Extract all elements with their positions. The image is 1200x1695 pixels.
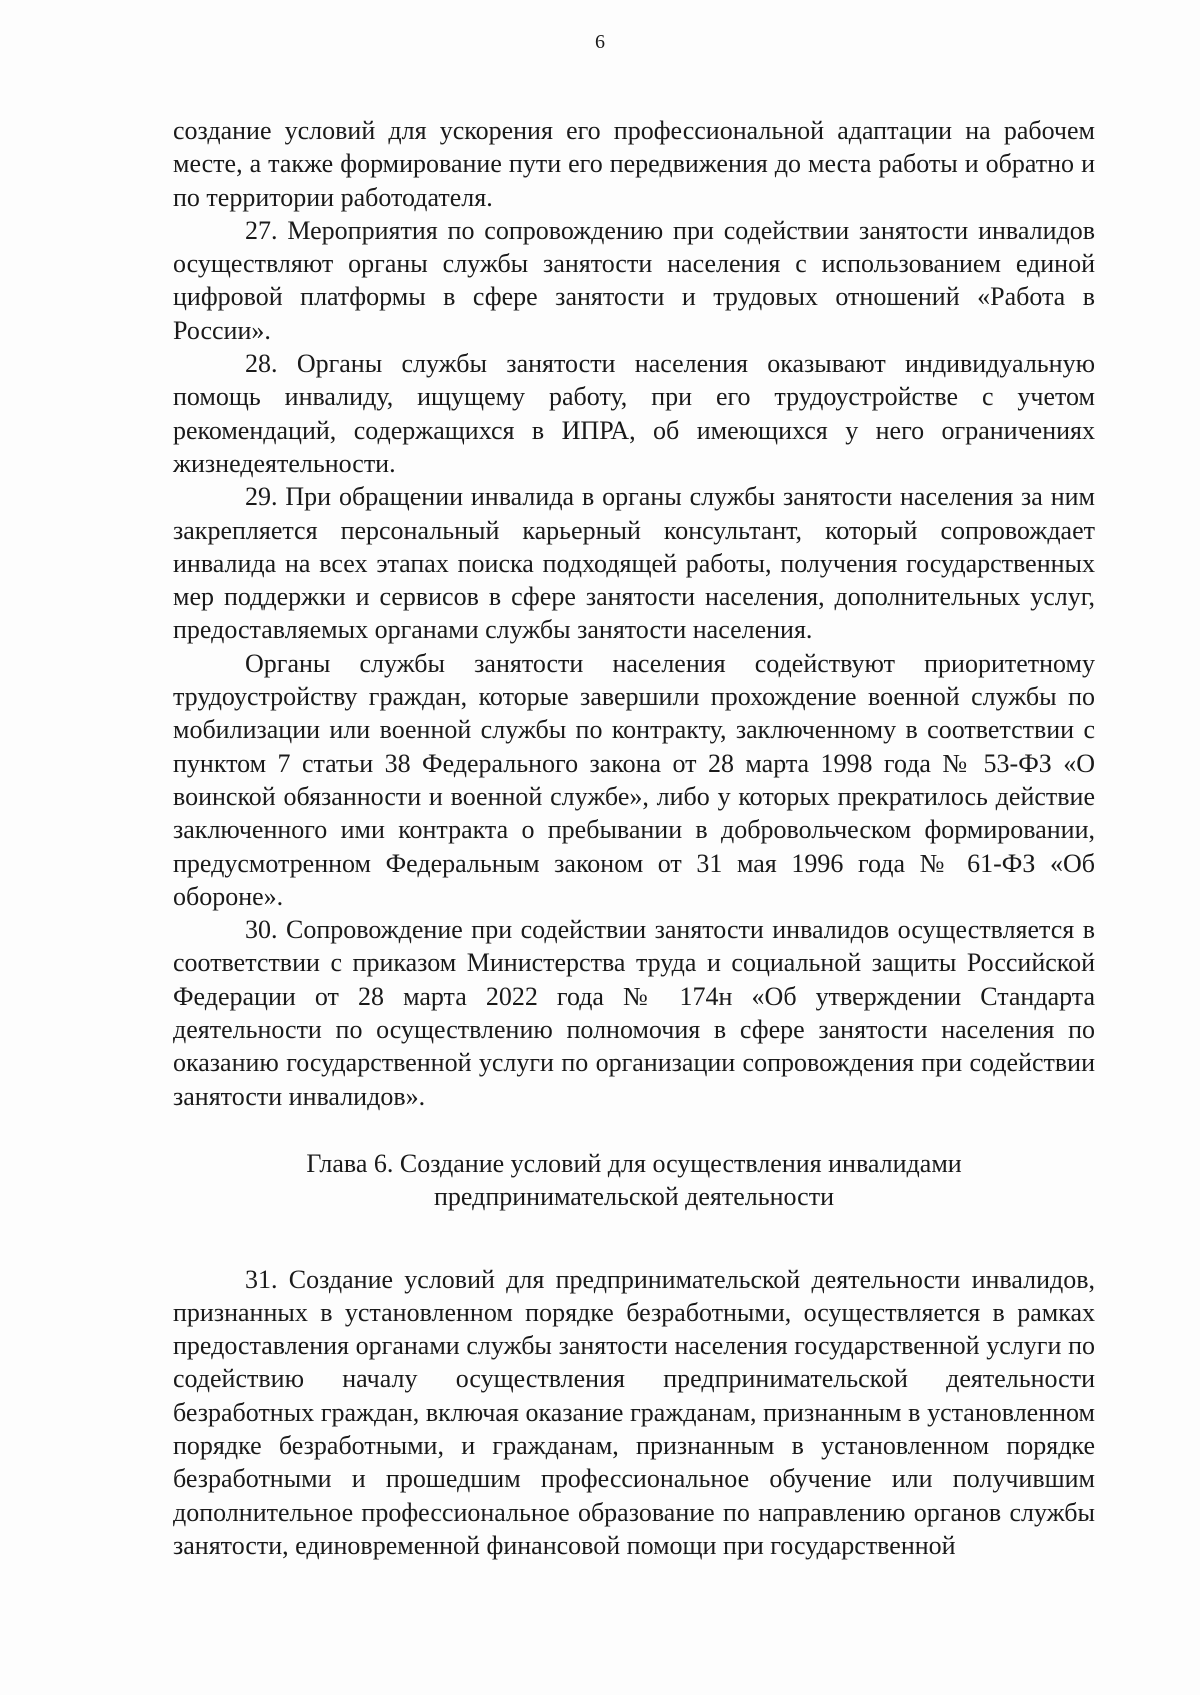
chapter-heading-line-2: предпринимательской деятельности — [434, 1182, 834, 1212]
paragraph-31: 31. Создание условий для предпринимательской деятельности инвалидов, признанных в установленном порядке безработными, осуществляется в рамках предоставления органами службы занятости населения государственной услуги по содействию началу осуществления предпринимательской деятельности безработных граждан, включая оказание гражданам, признанным в установленном порядке безработными, и гражданам, признанным в установленном порядке безработными и прошедшим профессиональное обучение или получившим дополнительное профессиональное образование по направлению органов службы занятости, единовременной финансовой помощи при государственной — [173, 1264, 1095, 1560]
paragraph: создание условий для ускорения его профессиональной адаптации на рабочем месте, а также формирование пути его передвижения до места работы и обратно и по территории работодателя. — [173, 116, 1095, 212]
document-body — [173, 114, 1095, 1562]
paragraph-27: 27. Мероприятия по сопровождению при содействии занятости инвалидов осуществляют органы службы занятости населения с использованием единой цифровой платформы в сфере занятости и трудовых отношений «Работа в России». — [173, 215, 1095, 345]
paragraph-29-continued: Органы службы занятости населения содействуют приоритетному трудоустройству граждан, которые завершили прохождение военной службы по мобилизации или военной службы по контракту, заключенному в соответствии с пунктом 7 статьи 38 Федерального закона от 28 марта 1998 года № 53-ФЗ «О воинской обязанности и военной службе», либо у которых прекратилось действие заключенного ими контракта о пребывании в добровольческом формировании, предусмотренном Федеральным законом от 31 мая 1996 года № 61-ФЗ «Об обороне». — [173, 648, 1095, 911]
paragraph-29: 29. При обращении инвалида в органы службы занятости населения за ним закрепляется персональный карьерный консультант, который сопровождает инвалида на всех этапах поиска подходящей работы, получения государственных мер поддержки и сервисов в сфере занятости населения, дополнительных услуг, предоставляемых органами службы занятости населения. — [173, 482, 1095, 645]
chapter-heading — [173, 1147, 1095, 1214]
page-number: 6 — [595, 31, 605, 53]
chapter-heading-line-1: Глава 6. Создание условий для осуществления инвалидами — [306, 1148, 962, 1178]
paragraph-28: 28. Органы службы занятости населения оказывают индивидуальную помощь инвалиду, ищущему работу, при его трудоустройстве с учетом рекомендаций, содержащихся в ИПРА, об имеющихся у него ограничениях жизнедеятельности. — [173, 349, 1095, 478]
paragraph-30: 30. Сопровождение при содействии занятости инвалидов осуществляется в соответствии с приказом Министерства труда и социальной защиты Российской Федерации от 28 марта 2022 года № 174н «Об утверждении Стандарта деятельности по осуществлению полномочия в сфере занятости населения по оказанию государственной услуги по организации сопровождения при содействии занятости инвалидов». — [173, 915, 1095, 1111]
